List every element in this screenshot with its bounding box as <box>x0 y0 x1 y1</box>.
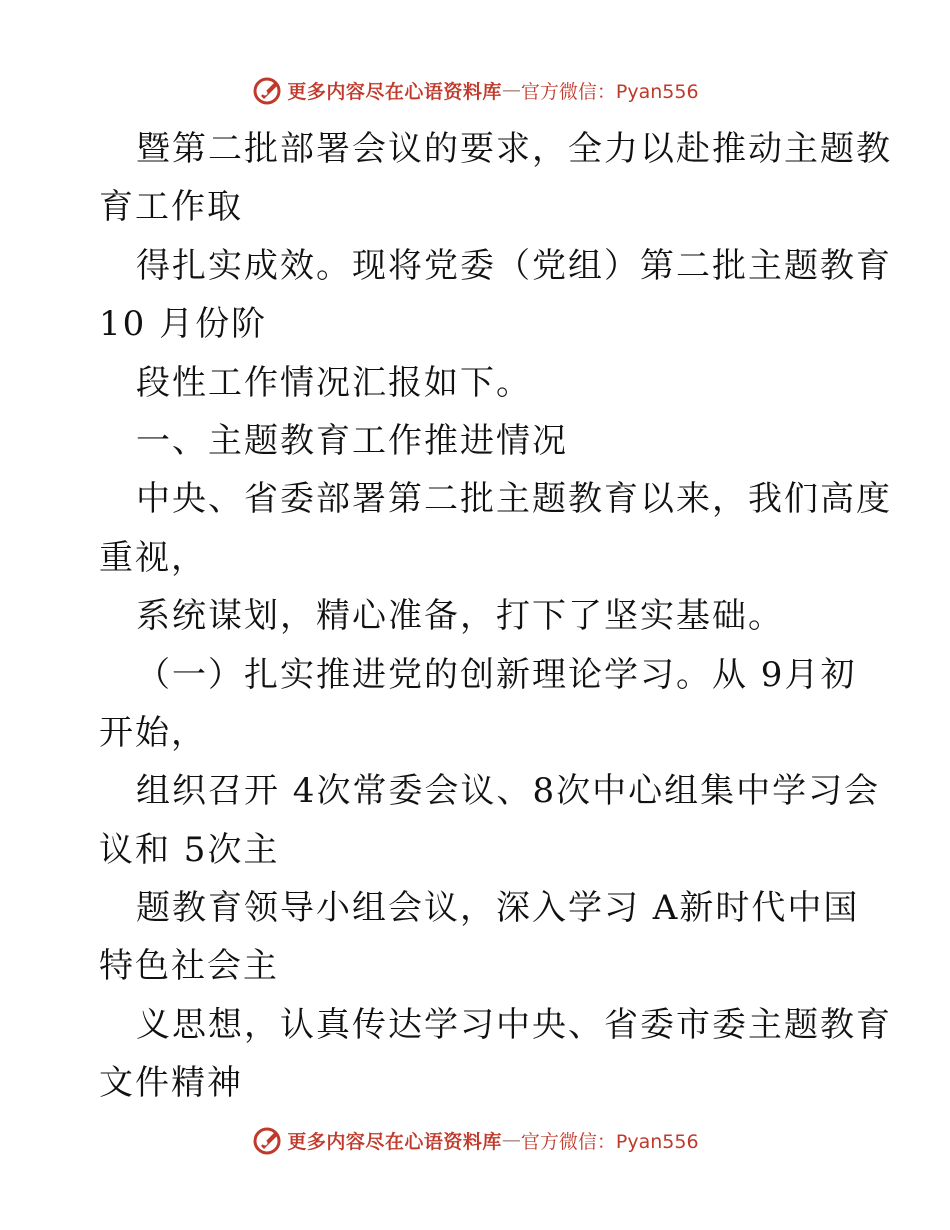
text-line-15: 特色社会主 <box>99 946 279 987</box>
footer-banner-dash: — <box>501 1129 521 1151</box>
banner-account: 官方微信：Pyan556 <box>520 80 699 103</box>
footer-banner-account: 官方微信：Pyan556 <box>520 1130 699 1153</box>
text-line-3: 得扎实成效。现将党委（党组）第二批主题教育 <box>136 245 892 286</box>
text-line-14: 题教育领导小组会议，深入学习 A新时代中国 <box>136 888 860 929</box>
header-banner <box>0 73 950 107</box>
text-line-1: 暨第二批部署会议的要求，全力以赴推动主题教 <box>136 129 892 169</box>
text-line-16: 义思想，认真传达学习中央、省委市委主题教育 <box>136 1004 892 1045</box>
text-line-2: 育工作取 <box>99 187 243 228</box>
document-body <box>99 120 892 1113</box>
text-line-17: 文件精神 <box>99 1063 243 1104</box>
banner-title: 更多内容尽在心语资料库 <box>287 80 502 103</box>
section-heading: 一、主题教育工作推进情况 <box>136 420 568 461</box>
text-line-7: 中央、省委部署第二批主题教育以来，我们高度 <box>136 479 892 520</box>
text-line-13: 议和 5次主 <box>99 829 280 870</box>
subsection-heading: （一）扎实推进党的创新理论学习。从 9月初 <box>136 654 857 695</box>
pen-circle-logo-icon <box>251 74 283 106</box>
footer-banner <box>0 1123 950 1157</box>
pen-circle-logo-icon <box>251 1124 283 1156</box>
text-line-9: 系统谋划，精心准备，打下了坚实基础。 <box>136 596 784 637</box>
footer-banner-title: 更多内容尽在心语资料库 <box>287 1130 502 1153</box>
text-line-12: 组织召开 4次常委会议、8次中心组集中学习会 <box>136 771 881 812</box>
text-line-8: 重视， <box>99 537 207 578</box>
text-line-5: 段性工作情况汇报如下。 <box>136 362 532 403</box>
banner-dash: — <box>501 79 521 101</box>
text-line-4: 10 月份阶 <box>99 304 268 345</box>
text-line-11: 开始， <box>99 712 207 753</box>
